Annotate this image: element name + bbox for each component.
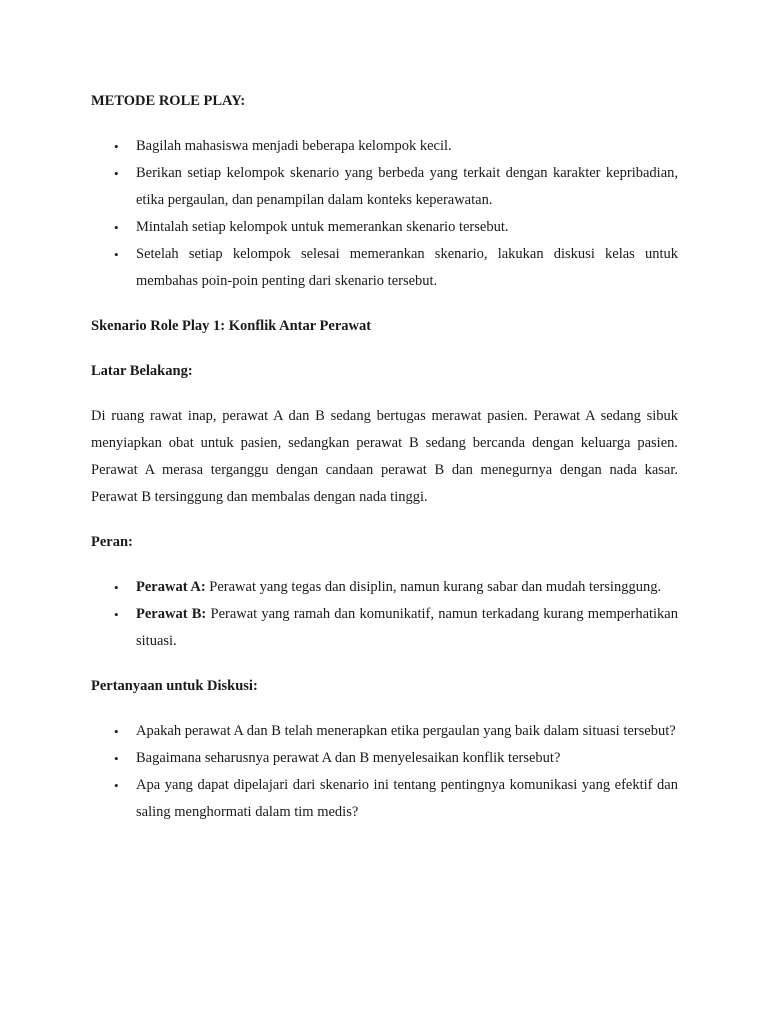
bullet-icon: • bbox=[114, 139, 119, 154]
bullet-icon: • bbox=[114, 220, 119, 235]
role-description: Perawat yang ramah dan komunikatif, namun terkadang kurang memperhatikan situasi. bbox=[136, 606, 678, 649]
list-item: • Apa yang dapat dipelajari dari skenario ini tentang pentingnya komunikasi yang efektif dan saling menghormati dalam tim medis? bbox=[91, 772, 678, 826]
metode-list bbox=[91, 133, 678, 295]
list-item bbox=[91, 574, 678, 601]
metode-heading: METODE ROLE PLAY: bbox=[91, 93, 246, 109]
list-item: • Setelah setiap kelompok selesai memerankan skenario, lakukan diskusi kelas untuk membahas poin-poin penting dari skenario tersebut. bbox=[91, 241, 678, 295]
role-label: Perawat B: bbox=[136, 606, 207, 622]
list-item: • Apakah perawat A dan B telah menerapkan etika pergaulan yang baik dalam situasi tersebut? bbox=[91, 718, 678, 745]
bullet-icon: • bbox=[114, 751, 119, 766]
bullet-icon: • bbox=[114, 778, 119, 793]
peran-list bbox=[91, 574, 678, 655]
list-item: • Bagaimana seharusnya perawat A dan B menyelesaikan konflik tersebut? bbox=[91, 745, 678, 772]
role-description: Perawat yang tegas dan disiplin, namun kurang sabar dan mudah tersinggung. bbox=[205, 579, 662, 595]
latar-heading: Latar Belakang: bbox=[91, 363, 193, 379]
bullet-icon: • bbox=[114, 166, 119, 181]
bullet-icon: • bbox=[114, 247, 119, 262]
list-item: • Bagilah mahasiswa menjadi beberapa kelompok kecil. bbox=[91, 133, 678, 160]
peran-heading: Peran: bbox=[91, 534, 133, 550]
list-item bbox=[91, 601, 678, 655]
bullet-icon: • bbox=[114, 607, 119, 622]
diskusi-heading: Pertanyaan untuk Diskusi: bbox=[91, 678, 258, 694]
diskusi-list bbox=[91, 718, 678, 826]
document-page bbox=[91, 88, 678, 826]
latar-paragraph: Di ruang rawat inap, perawat A dan B sedang bertugas merawat pasien. Perawat A sedang sibuk menyiapkan obat untuk pasien, sedangkan perawat B sedang bercanda dengan keluarga pasien. Perawat A merasa terganggu dengan candaan perawat B dan menegurnya dengan nada kasar. Perawat B tersinggung dan membalas dengan nada tinggi. bbox=[91, 408, 678, 505]
list-item: • Berikan setiap kelompok skenario yang berbeda yang terkait dengan karakter kepribadian, etika pergaulan, dan penampilan dalam konteks keperawatan. bbox=[91, 160, 678, 214]
role-label: Perawat A: bbox=[136, 579, 206, 595]
bullet-icon: • bbox=[114, 580, 119, 595]
skenario-heading: Skenario Role Play 1: Konflik Antar Perawat bbox=[91, 318, 372, 334]
bullet-icon: • bbox=[114, 724, 119, 739]
list-item: • Mintalah setiap kelompok untuk memerankan skenario tersebut. bbox=[91, 214, 678, 241]
